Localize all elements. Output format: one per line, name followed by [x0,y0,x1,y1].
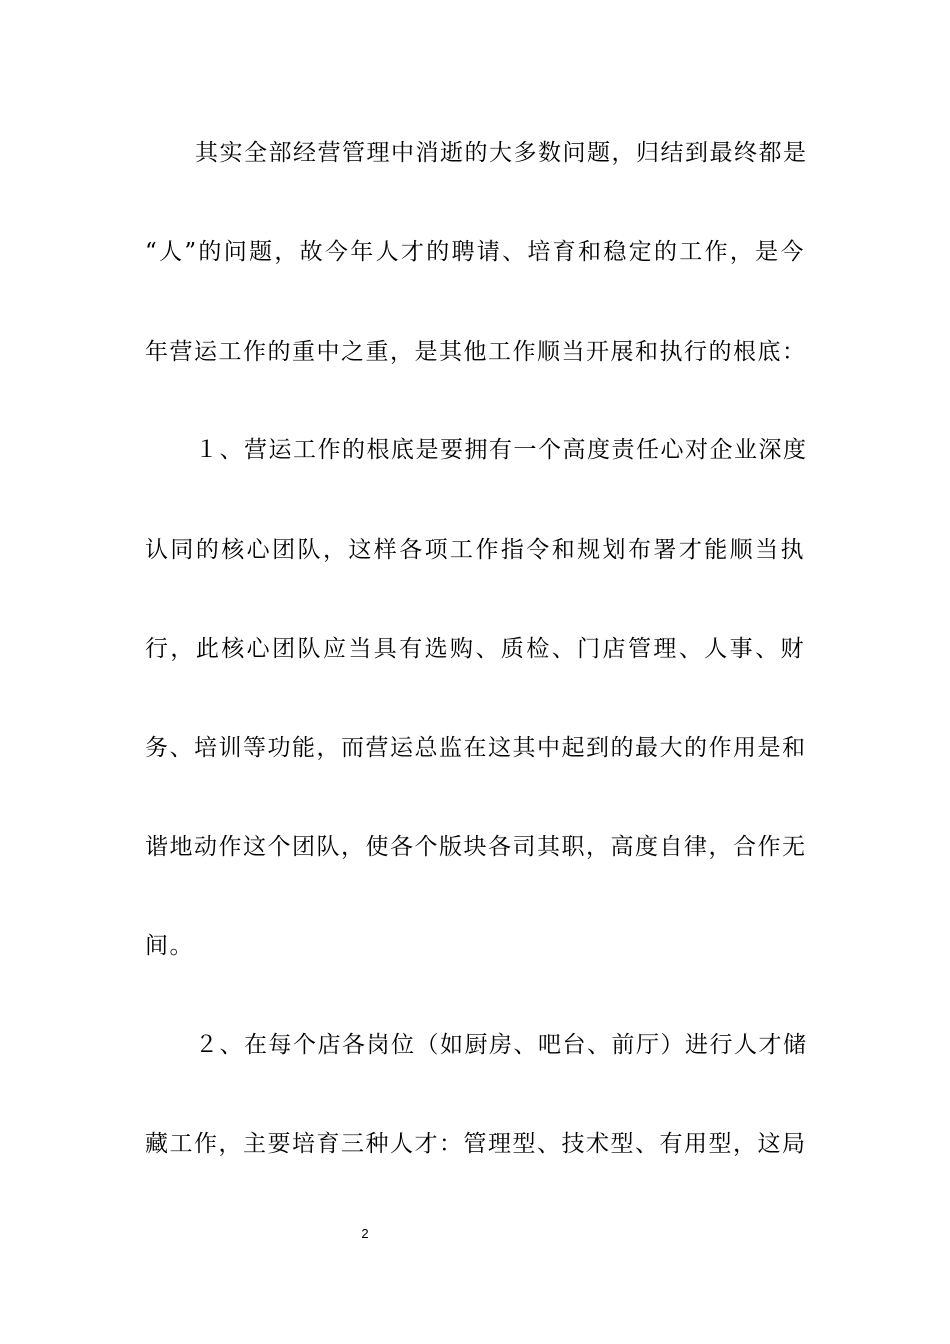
paragraph-3-line-1: ２、在每个店各岗位（如厨房、吧台、前厅）进行人才储 [195,1032,808,1058]
paragraph-2-line-1: １、营运工作的根底是要拥有一个高度责任心对企业深度 [195,437,808,463]
paragraph-2-line-6: 间。 [145,933,194,959]
paragraph-2-line-3: 行，此核心团队应当具有选购、质检、门店管理、人事、财 [145,636,805,662]
paragraph-1-line-3: 年营运工作的重中之重，是其他工作顺当开展和执行的根底： [145,339,807,365]
paragraph-2-line-2: 认同的核心团队，这样各项工作指令和规划布署才能顺当执 [145,537,805,563]
paragraph-1-line-1: 其实全部经营管理中消逝的大多数问题，归结到最终都是 [195,140,808,166]
page-number: 2 [361,1226,369,1241]
paragraph-1-line-2: “人”的问题，故今年人才的聘请、培育和稳定的工作，是今 [145,239,805,265]
paragraph-2-line-5: 谐地动作这个团队，使各个版块各司其职，高度自律，合作无 [145,834,807,860]
paragraph-3-line-2: 藏工作，主要培育三种人才：管理型、技术型、有用型，这局 [145,1131,807,1157]
paragraph-2-line-4: 务、培训等功能，而营运总监在这其中起到的最大的作用是和 [145,735,807,761]
